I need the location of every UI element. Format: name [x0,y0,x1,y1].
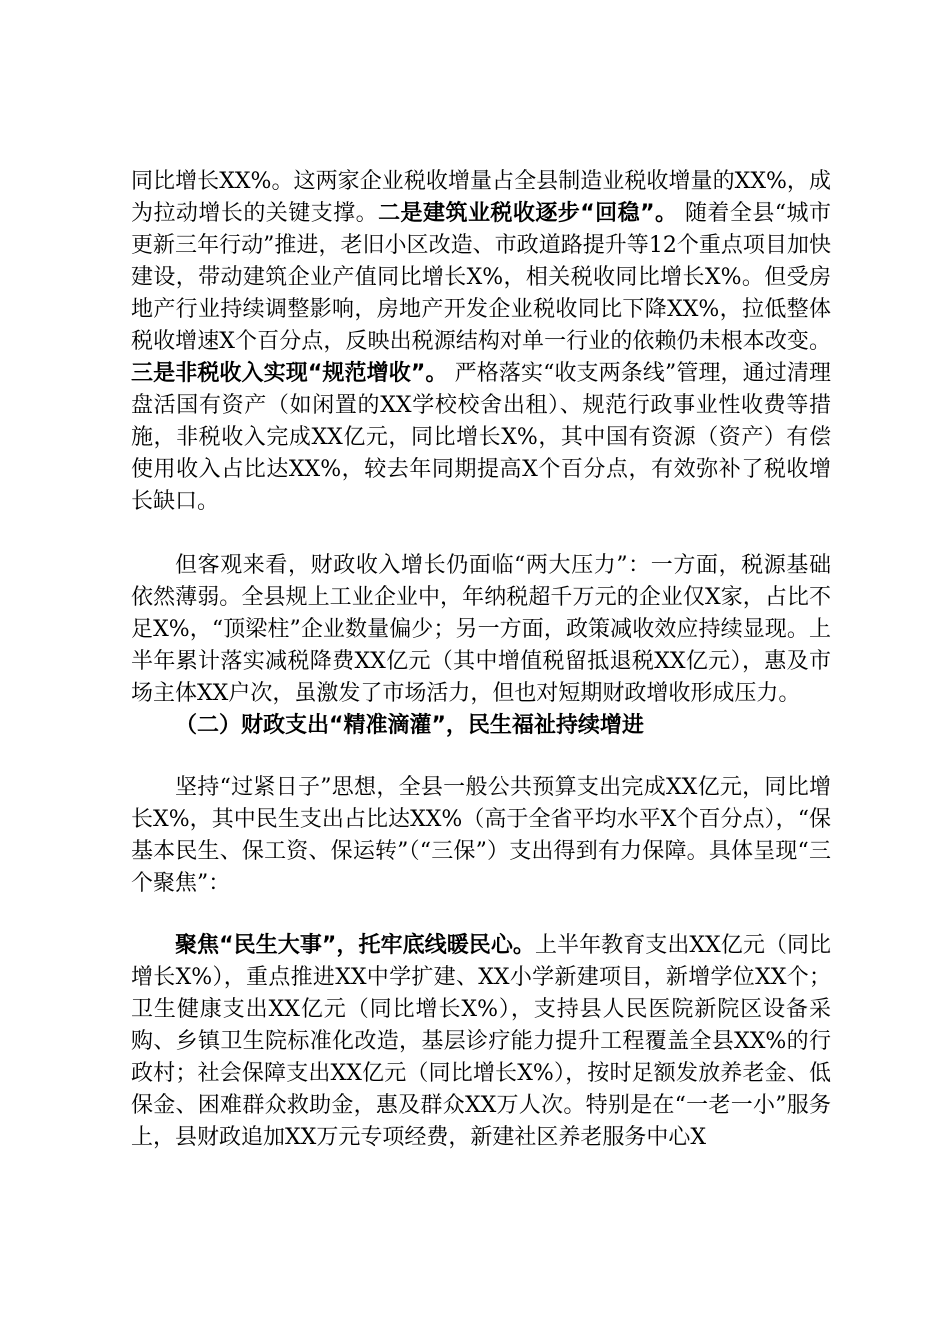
paragraph-livelihood-focus [131,930,831,1154]
paragraph-text: 随着全县“城市更新三年行动”推进，老旧小区改造、市政道路提升等12个重点项目加快建设，带动建筑企业产值同比增长X%，相关税收同比增长X%。但受房地产行业持续调整影响，房地产开发企业税收同比下降XX%，拉低整体税收增速X个百分点，反映出税源结构对单一行业的依赖仍未根本改变。 [131,201,831,354]
paragraph-tax-structure [131,166,831,518]
point-two-heading: 二是建筑业税收逐步“回稳”。 [378,201,678,226]
paragraph-revenue-pressure: 但客观来看，财政收入增长仍面临“两大压力”：一方面，税源基础依然薄弱。全县规上工业企业中，年纳税超千万元的企业仅X家，占比不足X%，“顶梁柱”企业数量偏少；另一方面，政策减收效应持续显现。上半年累计落实减税降费XX亿元（其中增值税留抵退税XX亿元），惠及市场主体XX户次，虽激发了市场活力，但也对短期财政增收形成压力。 [131,553,831,706]
document-page [131,166,831,1154]
paragraph-text: 严格落实“收支两条线”管理，通过清理盘活国有资产（如闲置的XX学校校舍出租）、规范行政事业性收费等措施，非税收入完成XX亿元，同比增长X%，其中国有资源（资产）有偿使用收入占比达XX%，较去年同期提高X个百分点，有效弥补了税收增长缺口。 [131,361,831,514]
paragraph-text: 同比增长XX%。这两家企业税收增量占全县制造业税收增量的XX%，成为拉动增长的关键支撑。 [131,169,831,226]
paragraph-expenditure-overview: 坚持“过紧日子”思想，全县一般公共预算支出完成XX亿元，同比增长X%，其中民生支出占比达XX%（高于全省平均水平X个百分点），“保基本民生、保工资、保运转”（“三保”）支出得到有力保障。具体呈现“三个聚焦”： [131,775,831,896]
section-heading: （二）财政支出“精准滴灌”，民生福祉持续增进 [175,713,644,738]
paragraph-text: 上半年教育支出XX亿元（同比增长X%），重点推进XX中学扩建、XX小学新建项目，新增学位XX个；卫生健康支出XX亿元（同比增长X%），支持县人民医院新院区设备采购、乡镇卫生院标准化改造，基层诊疗能力提升工程覆盖全县XX%的行政村；社会保障支出XX亿元（同比增长X%），按时足额发放养老金、低保金、困难群众救助金，惠及群众XX万人次。特别是在“一老一小”服务上，县财政追加XX万元专项经费，新建社区养老服务中心X [131,933,832,1150]
point-three-heading: 三是非税收入实现“规范增收”。 [131,361,448,386]
focus-one-heading: 聚焦“民生大事”，托牢底线暖民心。 [175,933,535,958]
